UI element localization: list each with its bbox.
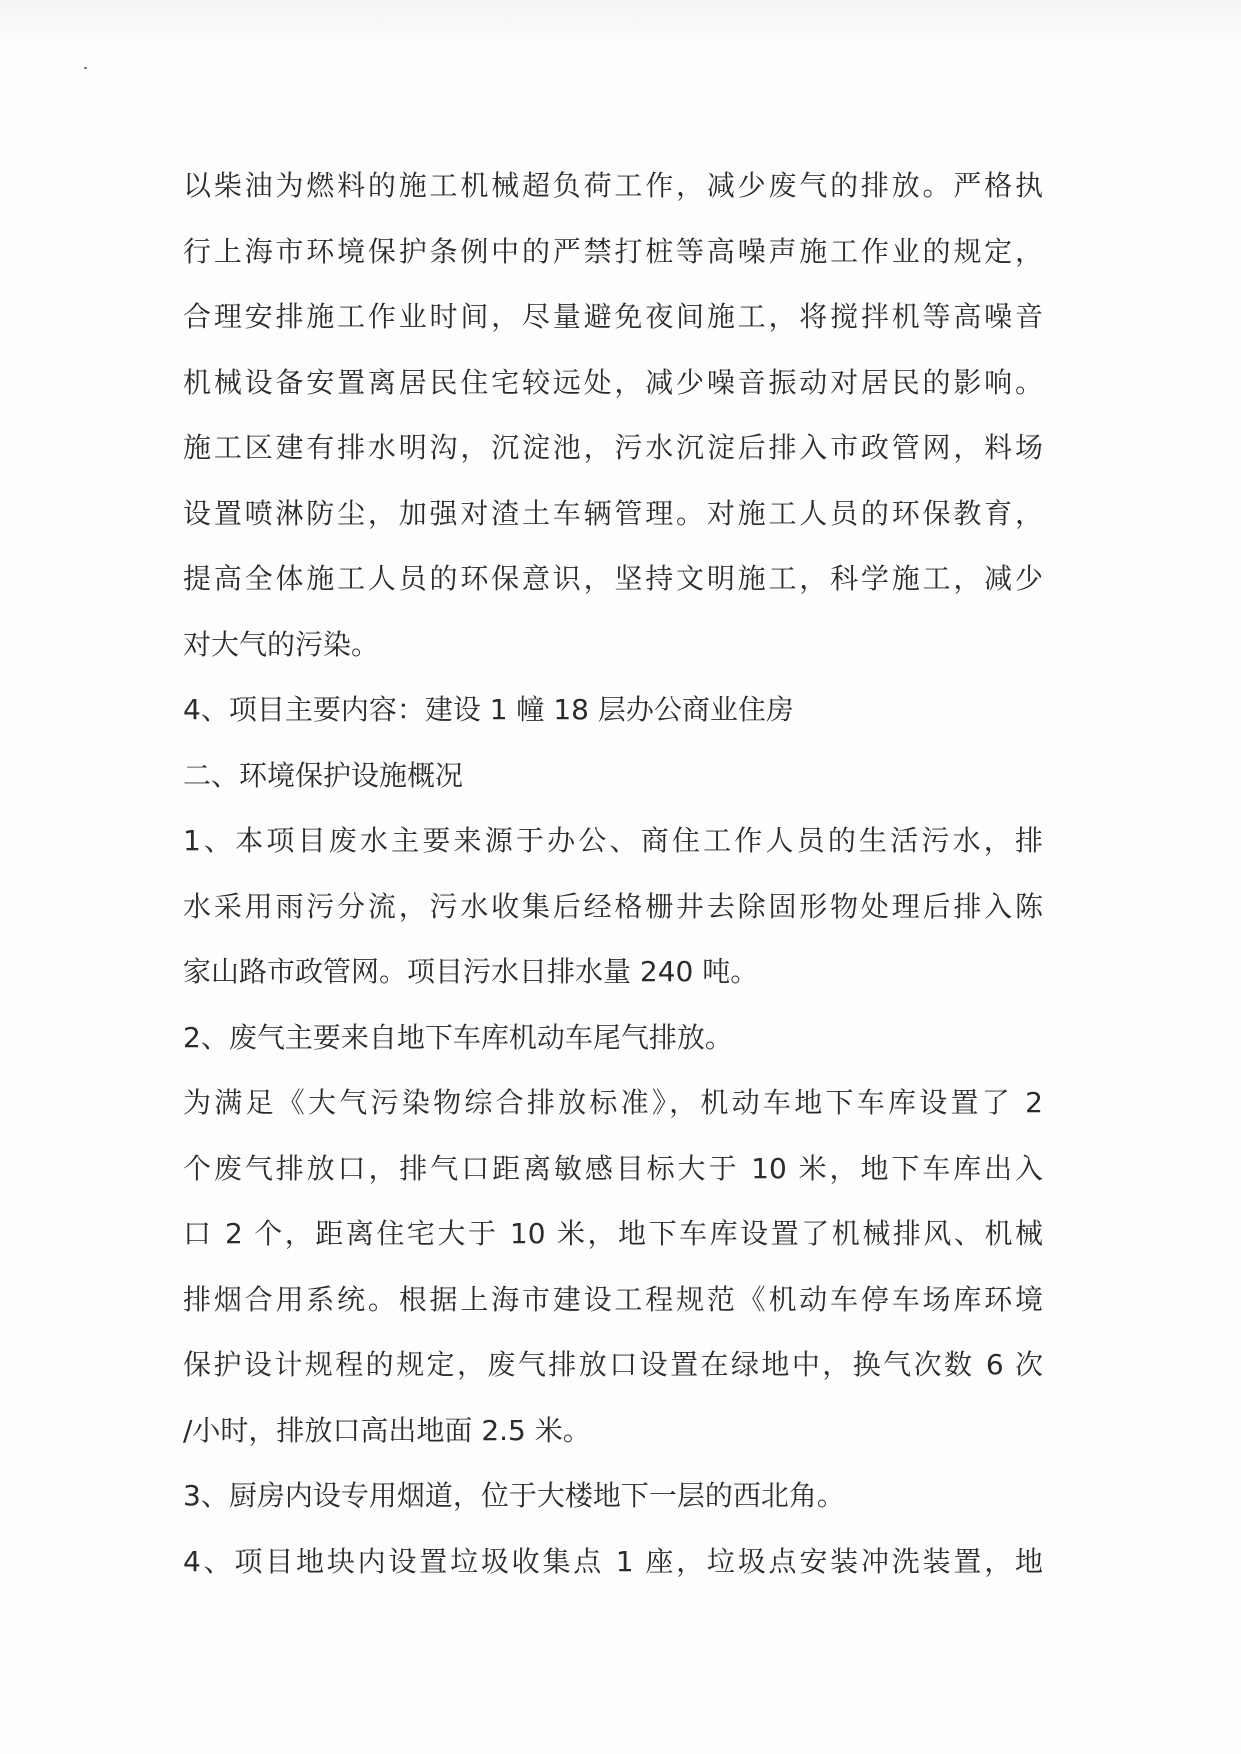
text-line: 行上海市环境保护条例中的严禁打桩等高噪声施工作业的规定， [183,234,1043,268]
text-line: 以柴油为燃料的施工机械超负荷工作，减少废气的排放。严格执 [183,169,1043,202]
document-body [183,160,1043,1601]
text-line: 水采用雨污分流，污水收集后经格栅井去除固形物处理后排入陈 [183,889,1043,923]
text-line: 设置喷淋防尘，加强对渣土车辆管理。对施工人员的环保教育， [183,496,1043,530]
text-line: 4、项目地块内设置垃圾收集点 1 座，垃圾点安装冲洗装置，地 [183,1544,1043,1578]
text-line: 保护设计规程的规定，废气排放口设置在绿地中，换气次数 6 次 [183,1348,1043,1381]
text-line: 对大气的污染。 [183,627,380,661]
text-line: 机械设备安置离居民住宅较远处，减少噪音振动对居民的影响。 [183,365,1043,399]
text-line: 提高全体施工人员的环保意识，坚持文明施工，科学施工，减少 [183,562,1043,595]
text-line: 口 2 个，距离住宅大于 10 米，地下车库设置了机械排风、机械 [183,1217,1043,1250]
text-line: 3、厨房内设专用烟道，位于大楼地下一层的西北角。 [183,1479,845,1512]
scan-speck [84,67,87,69]
scan-shadow [0,0,1241,40]
text-line: 排烟合用系统。根据上海市建设工程规范《机动车停车场库环境 [183,1282,1043,1316]
text-line: 家山路市政管网。项目污水日排水量 240 吨。 [183,955,759,988]
text-line: 1、本项目废水主要来源于办公、商住工作人员的生活污水，排 [183,824,1043,857]
text-line: 2、废气主要来自地下车库机动车尾气排放。 [183,1020,733,1054]
text-line: 施工区建有排水明沟，沉淀池，污水沉淀后排入市政管网，料场 [183,431,1043,464]
text-line: 4、项目主要内容：建设 1 幢 18 层办公商业住房 [183,693,794,726]
text-line: /小时，排放口高出地面 2.5 米。 [183,1413,591,1447]
text-line: 为满足《大气污染物综合排放标准》，机动车地下车库设置了 2 [183,1086,1043,1119]
section-heading: 二、环境保护设施概况 [183,758,464,792]
text-line: 个废气排放口，排气口距离敏感目标大于 10 米，地下车库出入 [183,1151,1043,1185]
text-line: 合理安排施工作业时间，尽量避免夜间施工，将搅拌机等高噪音 [183,300,1043,333]
